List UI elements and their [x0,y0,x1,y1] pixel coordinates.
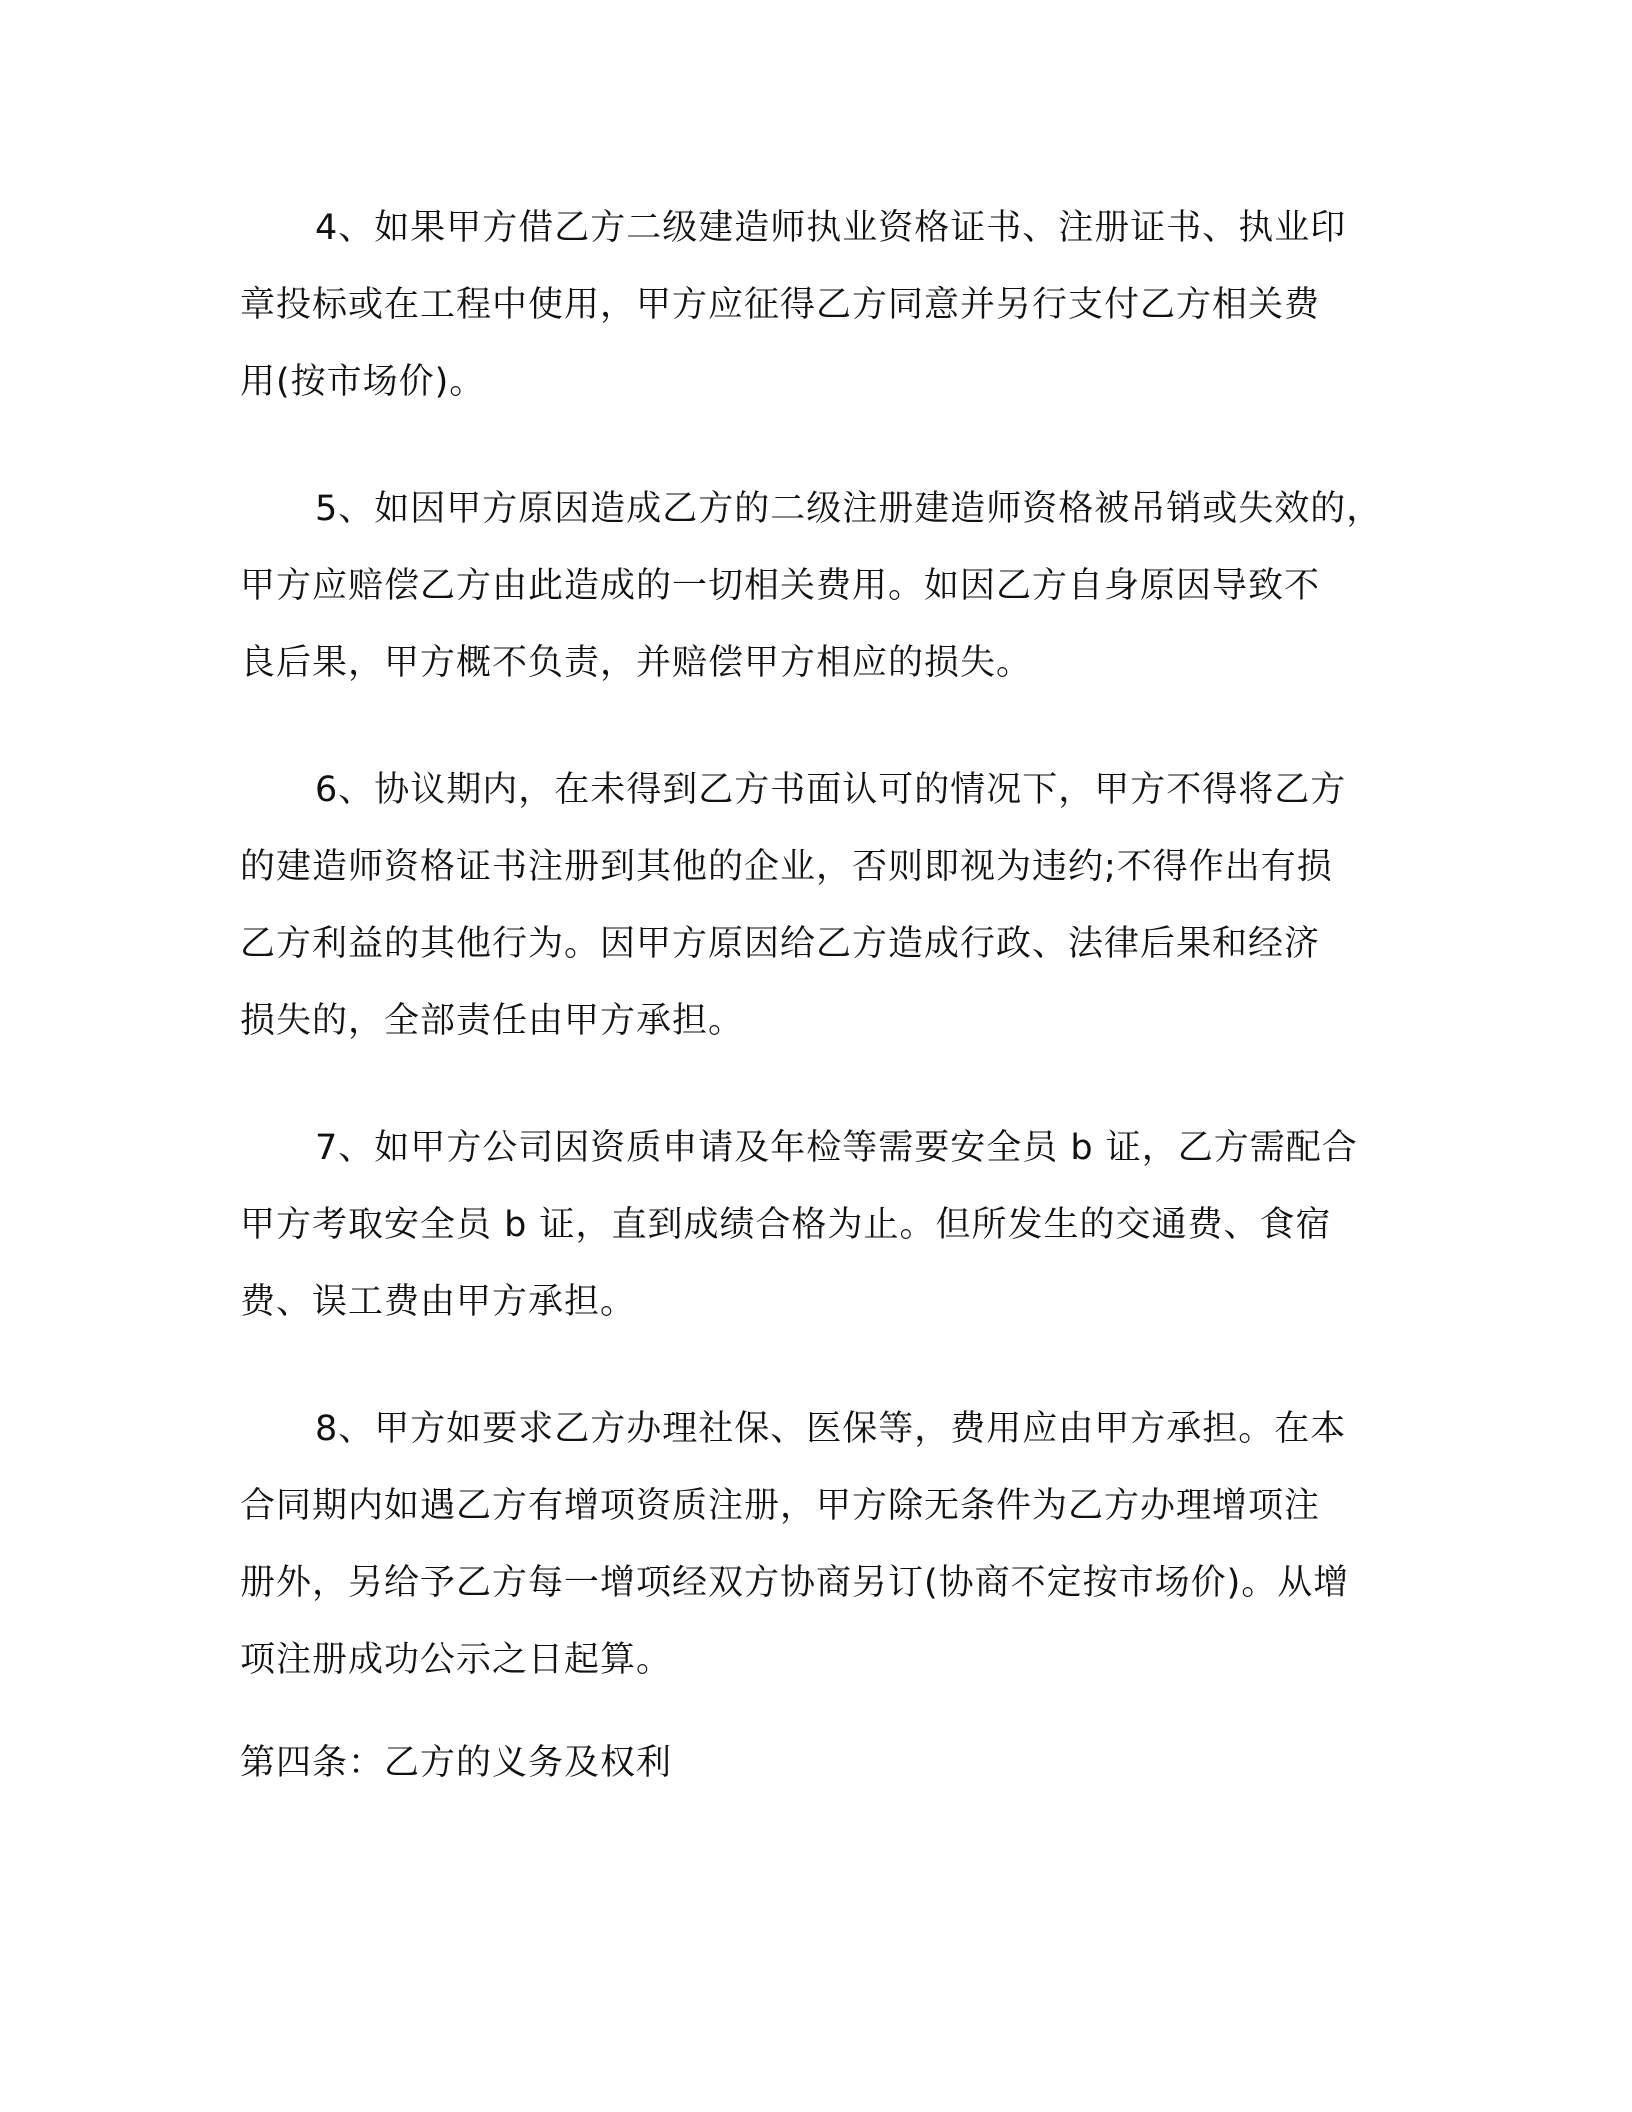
clause-line: 的建造师资格证书注册到其他的企业，否则即视为违约;不得作出有损 [240,847,1333,887]
clause-8 [240,1391,1420,1699]
clause-line: 甲方应赔偿乙方由此造成的一切相关费用。如因乙方自身原因导致不 [240,566,1321,606]
clause-line: 章投标或在工程中使用，甲方应征得乙方同意并另行支付乙方相关费 [240,285,1321,325]
clause-7 [240,1110,1420,1341]
clause-line: 7、如甲方公司因资质申请及年检等需要安全员 b 证，乙方需配合 [315,1128,1358,1168]
clause-6 [240,752,1420,1060]
clause-5 [240,471,1420,702]
clause-line: 甲方考取安全员 b 证，直到成绩合格为止。但所发生的交通费、食宿 [240,1205,1332,1245]
clause-line: 册外，另给予乙方每一增项经双方协商另订(协商不定按市场价)。从增 [240,1563,1350,1603]
clause-line: 损失的，全部责任由甲方承担。 [240,1001,745,1041]
clause-line: 项注册成功公示之日起算。 [240,1640,673,1680]
clause-line: 费、误工费由甲方承担。 [240,1282,637,1322]
clause-line: 良后果，甲方概不负责，并赔偿甲方相应的损失。 [240,643,1033,683]
clause-line: 合同期内如遇乙方有增项资质注册，甲方除无条件为乙方办理增项注 [240,1486,1321,1526]
clause-line: 乙方利益的其他行为。因甲方原因给乙方造成行政、法律后果和经济 [240,924,1321,964]
document-body [240,190,1420,1749]
clause-line: 用(按市场价)。 [240,362,486,402]
clause-line: 5、如因甲方原因造成乙方的二级注册建造师资格被吊销或失效的， [315,489,1383,529]
clause-4 [240,190,1420,421]
section-heading: 第四条：乙方的义务及权利 [240,1743,673,1783]
clause-line: 4、如果甲方借乙方二级建造师执业资格证书、注册证书、执业印 [315,208,1347,248]
clause-line: 6、协议期内，在未得到乙方书面认可的情况下，甲方不得将乙方 [315,770,1347,810]
clause-line: 8、甲方如要求乙方办理社保、医保等，费用应由甲方承担。在本 [315,1409,1347,1449]
